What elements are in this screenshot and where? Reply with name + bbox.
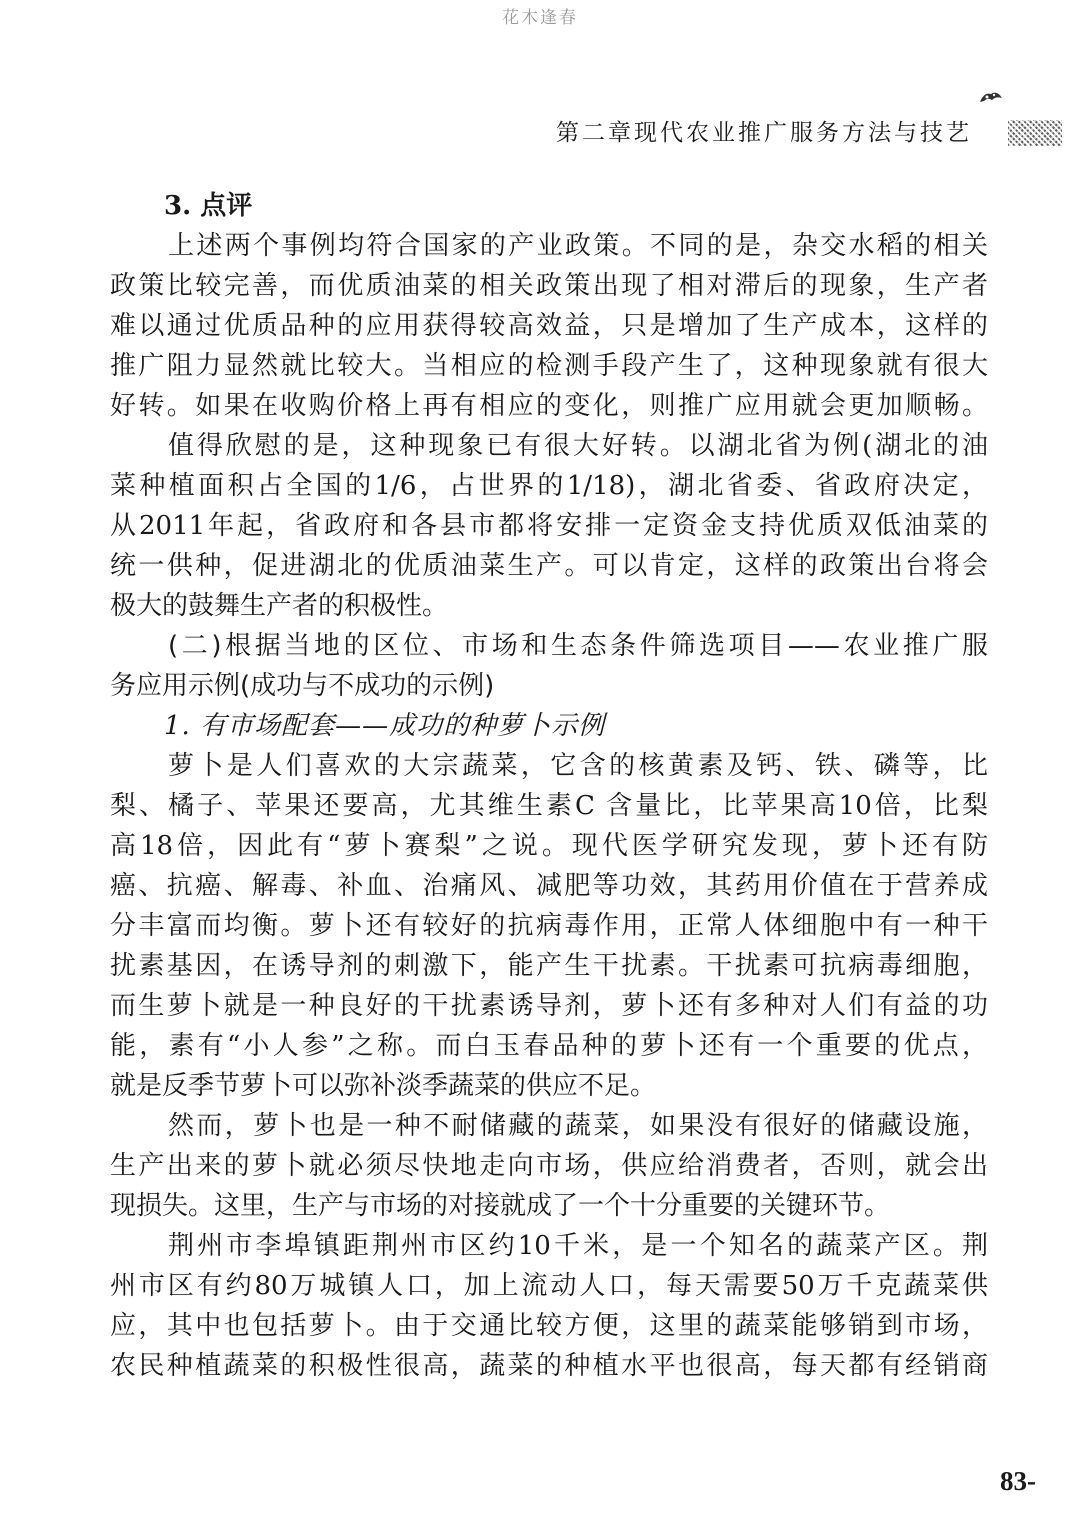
text-line: 值得欣慰的是，这种现象已有很大好转。以湖北省为例(湖北的油	[168, 431, 988, 461]
text-line: 梨、橘子、苹果还要高，尤其维生素C 含量比，比苹果高10倍，比梨	[110, 791, 988, 821]
text-line: 政策比较完善，而优质油菜的相关政策出现了相对滞后的现象，生产者	[110, 271, 988, 301]
paragraph-3	[110, 746, 988, 1106]
paragraph-1	[110, 226, 988, 426]
subheading-1: 1. 有市场配套——成功的种萝卜示例	[164, 711, 606, 741]
ornament-icon	[978, 88, 1004, 106]
paragraph-5	[110, 1226, 988, 1386]
chapter-title: 第二章现代农业推广服务方法与技艺	[556, 120, 972, 146]
page-body	[110, 186, 988, 1386]
page-number: 83-	[1000, 1466, 1036, 1496]
text-line: 而生萝卜就是一种良好的干扰素诱导剂，萝卜还有多种对人们有益的功	[110, 991, 988, 1021]
text-line: 菜种植面积占全国的1/6，占世界的1/18)，湖北省委、省政府决定，	[110, 471, 988, 501]
paragraph-4	[110, 1106, 988, 1226]
text-line: 从2011年起，省政府和各县市都将安排一定资金支持优质双低油菜的	[110, 511, 988, 541]
header-halftone-decoration	[1008, 120, 1062, 146]
text-line: 上述两个事例均符合国家的产业政策。不同的是，杂交水稻的相关	[168, 231, 988, 261]
text-line: 分丰富而均衡。萝卜还有较好的抗病毒作用，正常人体细胞中有一种干	[110, 911, 988, 941]
text-line: 荆州市李埠镇距荆州市区约10千米，是一个知名的蔬菜产区。荆	[168, 1231, 988, 1261]
text-line: 统一供种，促进湖北的优质油菜生产。可以肯定，这样的政策出台将会	[110, 551, 988, 581]
watermark: 花木逢春	[502, 8, 578, 28]
section-heading-2	[110, 626, 988, 706]
text-line: 好转。如果在收购价格上再有相应的变化，则推广应用就会更加顺畅。	[110, 391, 988, 421]
text-line: 生产出来的萝卜就必须尽快地走向市场，供应给消费者，否则，就会出	[110, 1151, 988, 1181]
text-line: 推广阻力显然就比较大。当相应的检测手段产生了，这种现象就有很大	[110, 351, 988, 381]
text-line: 极大的鼓舞生产者的积极性。	[110, 591, 449, 621]
text-line: 然而，萝卜也是一种不耐储藏的蔬菜，如果没有很好的储藏设施，	[168, 1111, 988, 1141]
text-line: 扰素基因，在诱导剂的刺激下，能产生干扰素。干扰素可抗病毒细胞，	[110, 951, 988, 981]
text-line: 农民种植蔬菜的积极性很高，蔬菜的种植水平也很高，每天都有经销商	[110, 1351, 988, 1381]
section-heading-line: (二)根据当地的区位、市场和生态条件筛选项目——农业推广服	[168, 631, 988, 661]
text-line: 应，其中也包括萝卜。由于交通比较方便，这里的蔬菜能够销到市场，	[110, 1311, 988, 1341]
heading-3: 3. 点评	[164, 191, 253, 221]
paragraph-2	[110, 426, 988, 626]
section-heading-line: 务应用示例(成功与不成功的示例)	[110, 671, 495, 701]
text-line: 能，素有“小人参”之称。而白玉春品种的萝卜还有一个重要的优点，	[110, 1031, 988, 1061]
text-line: 就是反季节萝卜可以弥补淡季蔬菜的供应不足。	[110, 1071, 657, 1101]
text-line: 难以通过优质品种的应用获得较高效益，只是增加了生产成本，这样的	[110, 311, 988, 341]
text-line: 萝卜是人们喜欢的大宗蔬菜，它含的核黄素及钙、铁、磷等，比	[168, 751, 988, 781]
text-line: 现损失。这里，生产与市场的对接就成了一个十分重要的关键环节。	[110, 1191, 891, 1221]
text-line: 癌、抗癌、解毒、补血、治痛风、减肥等功效，其药用价值在于营养成	[110, 871, 988, 901]
text-line: 州市区有约80万城镇人口，加上流动人口，每天需要50万千克蔬菜供	[110, 1271, 988, 1301]
text-line: 高18倍，因此有“萝卜赛梨”之说。现代医学研究发现，萝卜还有防	[110, 831, 988, 861]
